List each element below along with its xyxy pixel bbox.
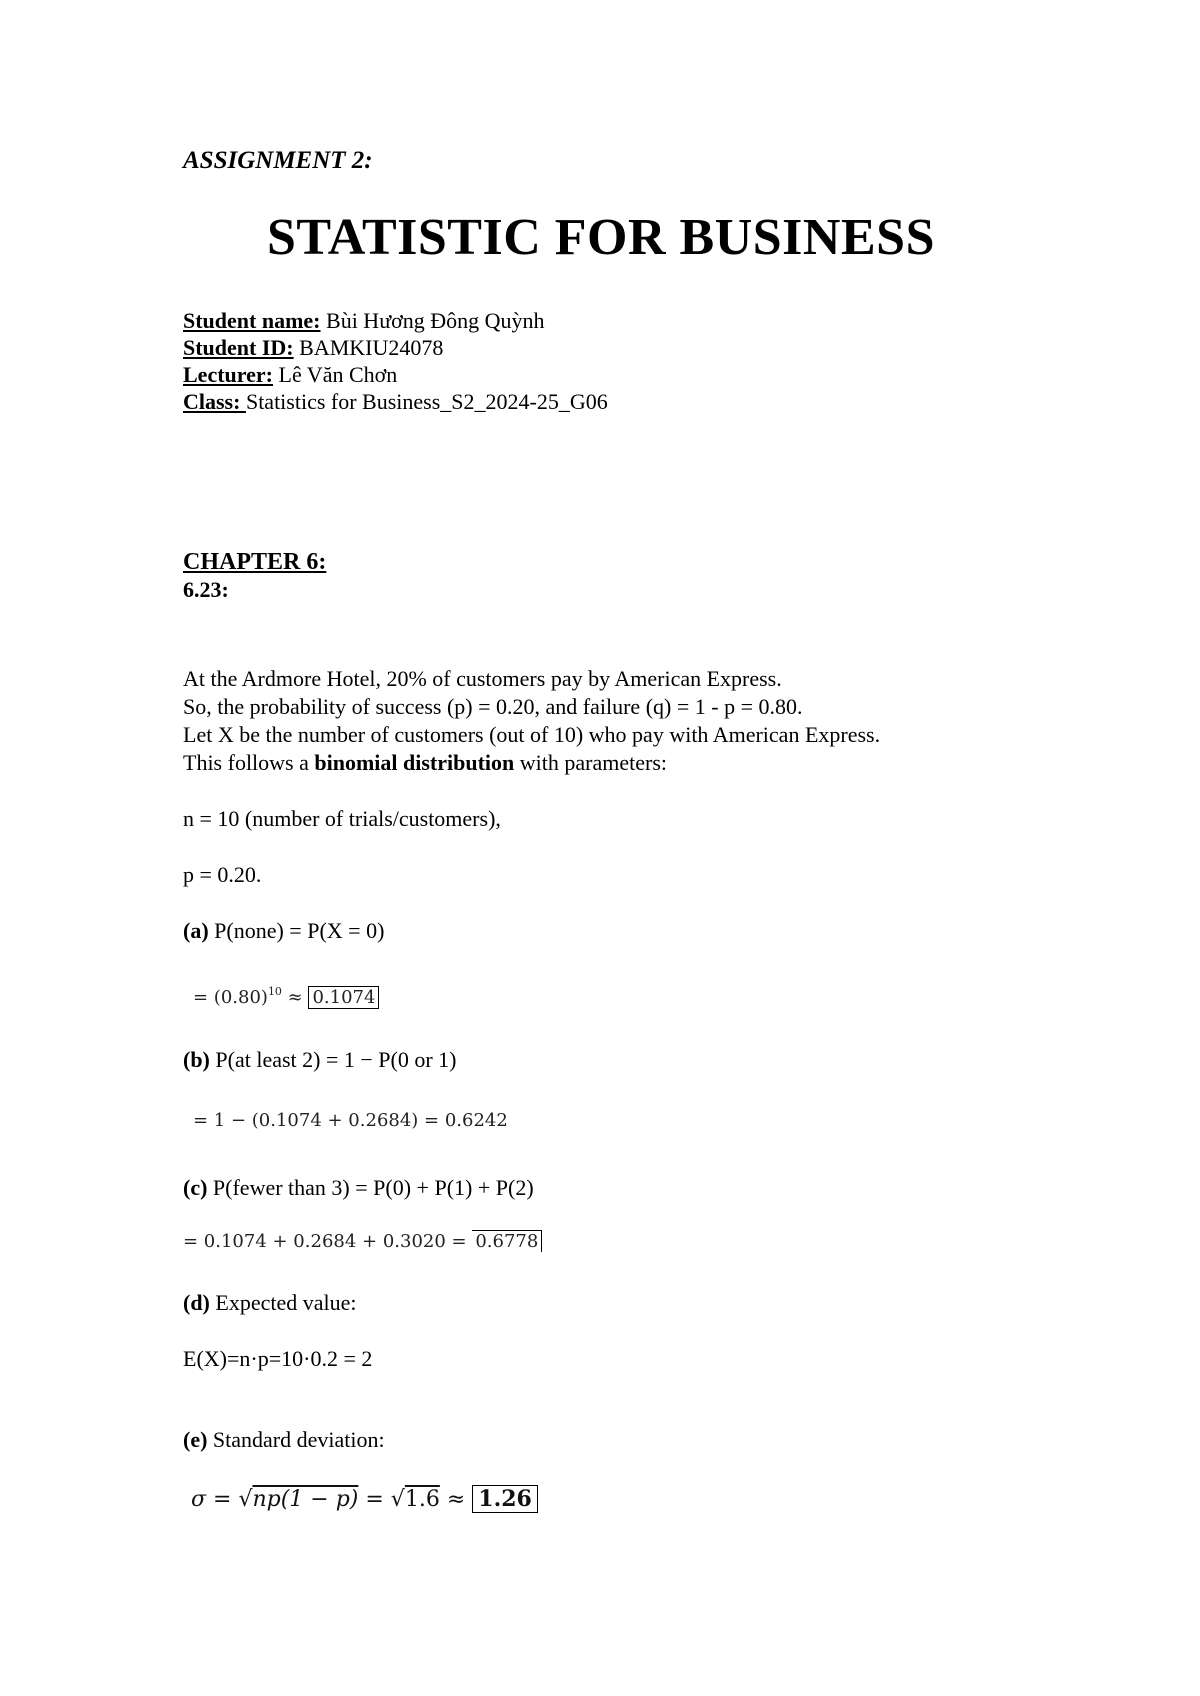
part-b-text: P(at least 2) = 1 − P(0 or 1) bbox=[209, 1047, 457, 1072]
part-c-text: P(fewer than 3) = P(0) + P(1) + P(2) bbox=[207, 1175, 534, 1200]
part-c-math-pre: = 0.1074 + 0.2684 + 0.3020 = bbox=[183, 1231, 473, 1252]
part-c-result: 0.6778 bbox=[472, 1230, 542, 1252]
part-d-statement bbox=[183, 1289, 357, 1317]
intro-line-4-pre: This follows a bbox=[183, 750, 315, 775]
part-e-result: 1.26 bbox=[472, 1485, 538, 1513]
part-e-math-eq: = √ bbox=[358, 1487, 405, 1512]
part-c-label: (c) bbox=[183, 1175, 208, 1200]
part-c-statement bbox=[183, 1174, 534, 1202]
student-info bbox=[183, 307, 608, 415]
lecturer-label: Lecturer: bbox=[183, 362, 273, 387]
part-c-math bbox=[183, 1231, 542, 1252]
part-b-label: (b) bbox=[183, 1047, 210, 1072]
intro-line-4-bold: binomial distribution bbox=[314, 750, 515, 775]
assignment-heading: ASSIGNMENT 2: bbox=[183, 147, 373, 174]
lecturer-value: Lê Văn Chơn bbox=[273, 362, 398, 387]
student-name-value: Bùi Hương Đông Quỳnh bbox=[320, 308, 545, 333]
intro-line-1: At the Ardmore Hotel, 20% of customers pay by American Express. bbox=[183, 666, 782, 691]
intro-line-4-post: with parameters: bbox=[514, 750, 668, 775]
student-id-label: Student ID: bbox=[183, 335, 294, 360]
student-name-label: Student name: bbox=[183, 308, 321, 333]
part-a-math-pre: = (0.80) bbox=[193, 987, 268, 1008]
section-number: 6.23: bbox=[183, 577, 229, 602]
intro-line-3: Let X be the number of customers (out of 10) who pay with American Express. bbox=[183, 722, 881, 747]
part-a-math-mid: ≈ bbox=[281, 987, 309, 1008]
part-d-formula: E(X)=n·p=10·0.2 = 2 bbox=[183, 1346, 373, 1371]
student-id-line bbox=[183, 334, 608, 361]
intro-line-4 bbox=[183, 749, 880, 777]
part-a-text: P(none) = P(X = 0) bbox=[208, 918, 385, 943]
class-label: Class: bbox=[183, 389, 246, 414]
part-d-label: (d) bbox=[183, 1290, 210, 1315]
part-a-result: 0.1074 bbox=[308, 986, 379, 1009]
param-p: p = 0.20. bbox=[183, 862, 262, 887]
part-e-statement bbox=[183, 1426, 385, 1454]
part-e-math-sigma: σ = √ bbox=[191, 1487, 253, 1512]
lecturer-line bbox=[183, 361, 608, 388]
student-id-value: BAMKIU24078 bbox=[293, 335, 444, 360]
part-e-text: Standard deviation: bbox=[207, 1427, 385, 1452]
part-e-label: (e) bbox=[183, 1427, 208, 1452]
part-e-math bbox=[191, 1486, 538, 1512]
part-e-math-val: 1.6 bbox=[404, 1487, 440, 1512]
part-a-math bbox=[193, 985, 379, 1008]
chapter-heading: CHAPTER 6: bbox=[183, 549, 327, 575]
param-n: n = 10 (number of trials/customers), bbox=[183, 806, 501, 831]
part-a-statement bbox=[183, 917, 384, 945]
intro-line-2: So, the probability of success (p) = 0.20, and failure (q) = 1 - p = 0.80. bbox=[183, 694, 803, 719]
document-title: STATISTIC FOR BUSINESS bbox=[267, 209, 935, 266]
part-a-label: (a) bbox=[183, 918, 209, 943]
part-e-math-approx: ≈ bbox=[439, 1487, 473, 1512]
student-name-line bbox=[183, 307, 608, 334]
part-d-text: Expected value: bbox=[209, 1290, 357, 1315]
part-b-statement bbox=[183, 1046, 457, 1074]
part-a-math-exp: 10 bbox=[267, 985, 282, 998]
class-value: Statistics for Business_S2_2024-25_G06 bbox=[245, 389, 608, 414]
intro-paragraph bbox=[183, 665, 880, 777]
class-line bbox=[183, 388, 608, 415]
part-e-math-np: np(1 − p) bbox=[252, 1487, 359, 1512]
part-b-math: = 1 − (0.1074 + 0.2684) = 0.6242 bbox=[193, 1110, 508, 1131]
